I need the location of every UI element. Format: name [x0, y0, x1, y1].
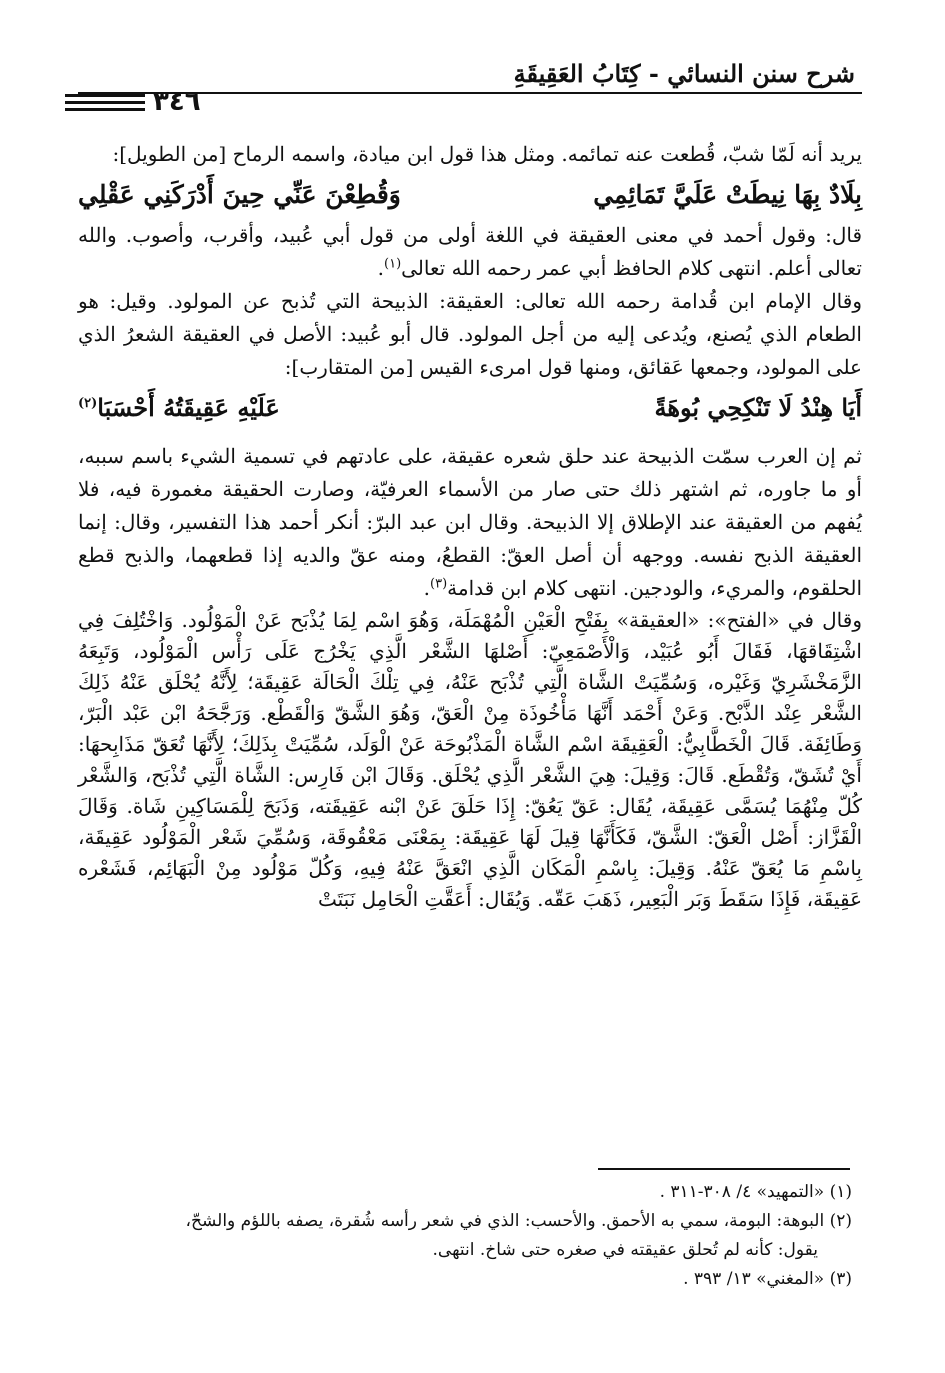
paragraph-2: [78, 219, 862, 285]
verse-1-second-hemistich: وَقُطِعْنَ عَنِّي حِينَ أَدْرَكَنِي عَقْلِي: [78, 180, 401, 209]
page-number-block: [65, 84, 225, 120]
footnote-1: (١) «التمهيد» ٤/ ٣٠٨-٣١١ .: [659, 1182, 852, 1202]
paragraph-2-text: قال: وقول أحمد في معنى العقيقة في اللغة أولى من قول أبي عُبيد، وأقرب، وأصوب. والله تعالى أعلم. انتهى كلام الحافظ أبي عمر رحمه الله تعالى: [78, 223, 862, 280]
footnote-ref-2: (٢): [78, 396, 98, 411]
footnote-2: (٢) البوهة: البومة، سمي به الأحمق. والأحسب: الذي في شعر رأسه شُقرة، يصفه باللؤم والشحّ،: [185, 1211, 852, 1231]
paragraph-4-text: ثم إن العرب سمّت الذبيحة عند حلق شعره عقيقة، على عادتهم في تسمية الشيء باسم سببه، أو ما جاوره، ثم اشتهر ذلك حتى صار من الأسماء العرفيّة، وصارت الحقيقة مغمورة فيه، فلا يُفهم من العقيقة عند الإطلاق إلا الذبيحة. وقال ابن عبد البرّ: أنكر أحمد هذا التفسير، وقال: إنما العقيقة الذبح نفسه. ووجهه أن أصل العقّ: القطعُ، ومنه عقّ والديه إذا قطعهما، والذبح قطع الحلقوم، والمريء، والودجين. انتهى كلام ابن قدامة: [78, 444, 862, 600]
verse-2-first-hemistich: أَيَا هِنْدُ لَا تَنْكِحِي بُوهَةً: [654, 393, 862, 422]
verse-1: [78, 175, 862, 215]
page-number-ornament: [65, 90, 145, 115]
main-text: [78, 138, 862, 915]
paragraph-3: وقال الإمام ابن قُدامة رحمه الله تعالى: العقيقة: الذبيحة التي تُذبح عن المولود. وقيل: هو الطعام الذي يُصنع، ويُدعى إليه من أجل المولود. قال أبو عُبيد: الأصل في العقيقة الشعرُ الذي على المولود، وجمعها عَقائق، ومنها قول امرىء القيس [من المتقارب]:: [78, 289, 862, 379]
paragraph-5: وقال في «الفتح»: «العقيقة» بِفَتْحِ الْعَيْنِ الْمُهْمَلَة، وَهُوَ اسْم لِمَا يُذْبَح عَنْ الْمَوْلُود. وَاخْتُلِفَ فِي اشْتِقَاقهَا، فَقَالَ أَبُو عُبَيْد، وَالْأَصْمَعِيّ: أَصْلهَا الشَّعْر الَّذِي يَخْرُج عَلَى رَأْس الْمَوْلُود، وَتَبِعَهُ الزَّمَخْشَرِيّ وَغَيْره، وَسُمِّيَتْ الشَّاة الَّتِي تُذْبَح عَنْهُ، فِي تِلْكَ الْحَالَة عَقِيقَة؛ لِأَنَّهُ يُحْلَق عَنْهُ ذَلِكَ الشَّعْر عِنْد الذَّبْح. وَعَنْ أَحْمَد أَنَّهَا مَأْخُوذَة مِنْ الْعَقّ، وَهُوَ الشَّقّ وَالْقَطْع. وَرَجَّحَهُ ابْن عَبْد الْبَرّ، وَطَائِفَة. قَالَ الْخَطَّابِيُّ: الْعَقِيقَة اسْم الشَّاة الْمَذْبُوحَة عَنْ الْوَلَد، سُمِّيَتْ بِذَلِكَ؛ لِأَنَّهَا تُعَقّ مَذَابِحهَا: أَيْ تُشَقّ، وَتُقْطَع. قَالَ: وَقِيلَ: هِيَ الشَّعْر الَّذِي يُحْلَق. وَقَالَ ابْن فَارِس: الشَّاة الَّتِي تُذْبَح، وَالشَّعْر كُلّ مِنْهُمَا يُسَمَّى عَقِيقَة، يُقَال: عَقّ يَعُقّ: إِذَا حَلَقَ عَنْ ابْنه عَقِيقَته، وَذَبَحَ لِلْمَسَاكِينِ شَاة. وَقَالَ الْقَزَّاز: أَصْل الْعَقّ: الشَّقّ، فَكَأَنَّهَا قِيلَ لَهَا عَقِيقَة: بِمَعْنَى مَعْقُوقَة، وَسُمِّيَ شَعْر الْمَوْلُود عَقِيقَة، بِاسْمِ مَا يُعَقّ عَنْهُ. وَقِيلَ: بِاسْمِ الْمَكَان الَّذِي انْعَقَّ عَنْهُ فِيهِ، وَكُلّ مَوْلُود مِنْ الْبَهَائِم، فَشَعْره عَقِيقَة، فَإِذَا سَقَطَ وَبَر الْبَعِير، ذَهَبَ عَقّه. وَيُقَال: أَعَقَّتِ الْحَامِل نَبَتَتْ: [78, 608, 863, 911]
page-number: ٣٤٦: [153, 87, 201, 117]
verse-2: [78, 388, 862, 428]
footnote-ref-1: (١): [384, 256, 402, 272]
paragraph-1: يريد أنه لَمّا شبّ، قُطعت عنه تمائمه. ومثل هذا قول ابن ميادة، واسمه الرماح [من الطويل]:: [112, 142, 862, 166]
footnotes: [60, 1178, 852, 1294]
paragraph-2-end: .: [377, 256, 384, 280]
verse-2-second-hemistich: عَلَيْهِ عَقِيقَتُهُ أَحْسَبَا$^{(٢)}$: [78, 393, 280, 422]
footnote-3: (٣) «المغني» ١٣/ ٣٩٣ .: [683, 1269, 852, 1289]
running-head: شرح سنن النسائي - كِتَابُ العَقِيقَةِ: [513, 59, 855, 88]
paragraph-4: [78, 440, 862, 605]
footnote-ref-3: (٣): [430, 576, 448, 592]
footnote-2-continued: يقول: كأنه لم تُحلق عقيقته في صغره حتى شاخ. انتهى.: [432, 1240, 818, 1260]
verse-1-first-hemistich: بِلَادٌ بِهَا نِيطَتْ عَلَيَّ تَمَائِمِي: [593, 180, 862, 209]
paragraph-4-end: .: [423, 576, 431, 600]
footnote-rule: [598, 1168, 850, 1170]
